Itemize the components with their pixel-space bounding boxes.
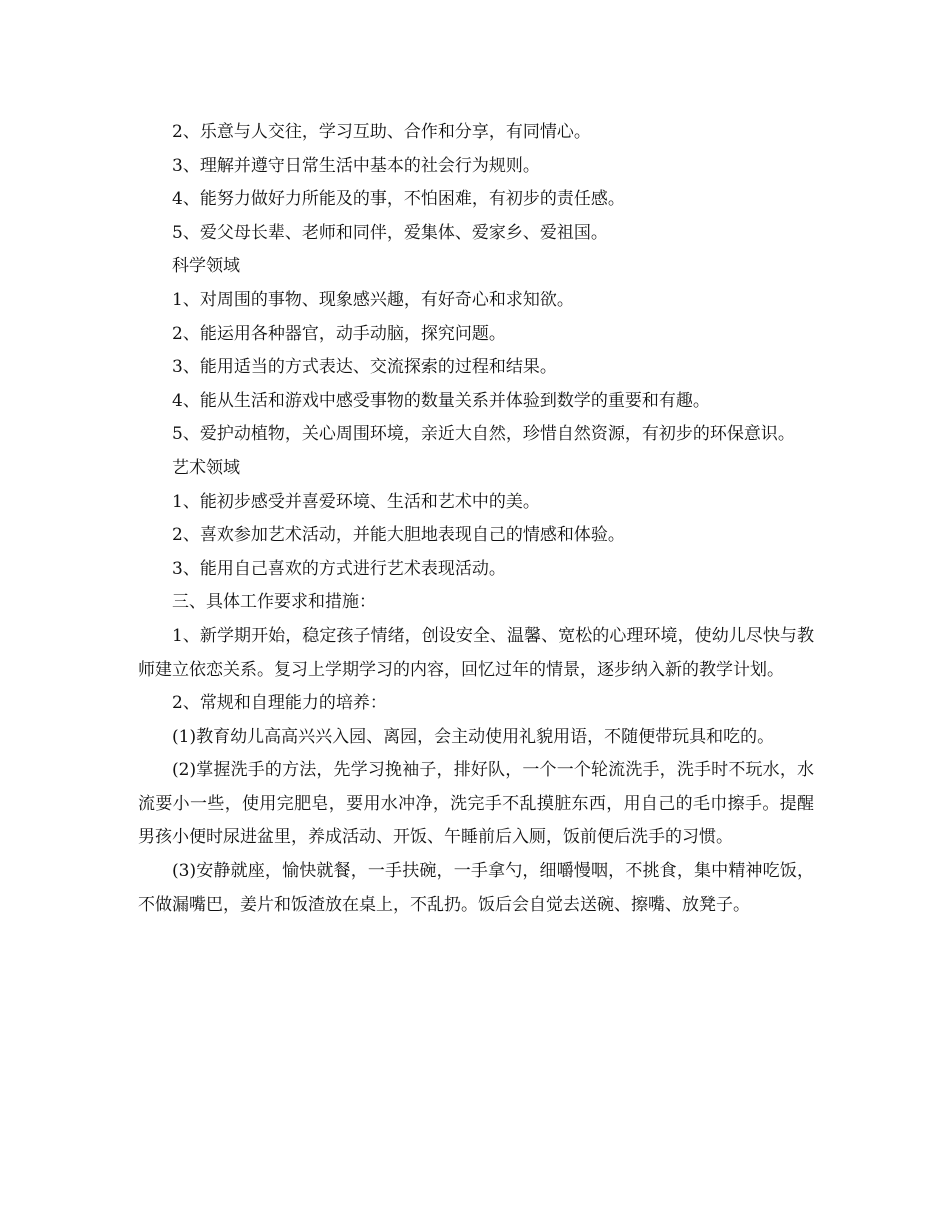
section-heading-art: 艺术领域 — [172, 457, 240, 478]
section-heading-measures: 三、具体工作要求和措施： — [172, 592, 376, 613]
paragraph-social-5: 5、爱父母长辈、老师和同伴，爱集体、爱家乡、爱祖国。 — [172, 222, 608, 243]
paragraph-measure-1: 1、新学期开始，稳定孩子情绪，创设安全、温馨、宽松的心理环境，使幼儿尽快与教师建立依恋关系。复习上学期学习的内容，回忆过年的情景，逐步纳入新的教学计划。 — [138, 625, 814, 680]
paragraph-science-1: 1、对周围的事物、现象感兴趣，有好奇心和求知欲。 — [172, 289, 574, 310]
paragraph-routine-3: (3)安静就座，愉快就餐，一手扶碗，一手拿勺，细嚼慢咽，不挑食，集中精神吃饭，不做漏嘴巴，姜片和饭渣放在桌上，不乱扔。饭后会自觉去送碗、擦嘴、放凳子。 — [138, 861, 814, 915]
paragraph-social-2: 2、乐意与人交往，学习互助、合作和分享，有同情心。 — [172, 122, 591, 142]
paragraph-science-3: 3、能用适当的方式表达、交流探索的过程和结果。 — [172, 357, 557, 378]
paragraph-science-5: 5、爱护动植物，关心周围环境，亲近大自然，珍惜自然资源，有初步的环保意识。 — [172, 424, 795, 445]
paragraph-social-4: 4、能努力做好力所能及的事，不怕困难，有初步的责任感。 — [172, 189, 625, 210]
paragraph-routine-1: (1)教育幼儿高高兴兴入园、离园，会主动使用礼貌用语，不随便带玩具和吃的。 — [172, 726, 775, 747]
section-heading-science: 科学领域 — [172, 256, 240, 277]
paragraph-measure-2: 2、常规和自理能力的培养： — [172, 693, 387, 714]
paragraph-science-2: 2、能运用各种器官，动手动脑，探究问题。 — [172, 323, 506, 344]
document-body — [138, 116, 814, 922]
paragraph-routine-2: (2)掌握洗手的方法，先学习挽袖子，排好队，一个一个轮流洗手，洗手时不玩水，水流要小一些，使用完肥皂，要用水冲净，洗完手不乱摸脏东西，用自己的毛巾擦手。提醒男孩小便时尿进盆里，养成活动、开饭、午睡前后入厕，饭前便后洗手的习惯。 — [138, 760, 814, 848]
paragraph-art-3: 3、能用自己喜欢的方式进行艺术表现活动。 — [172, 558, 506, 579]
paragraph-social-3: 3、理解并遵守日常生活中基本的社会行为规则。 — [172, 155, 540, 176]
paragraph-art-1: 1、能初步感受并喜爱环境、生活和艺术中的美。 — [172, 491, 540, 512]
paragraph-art-2: 2、喜欢参加艺术活动，并能大胆地表现自己的情感和体验。 — [172, 525, 625, 546]
paragraph-science-4: 4、能从生活和游戏中感受事物的数量关系并体验到数学的重要和有趣。 — [172, 390, 710, 411]
